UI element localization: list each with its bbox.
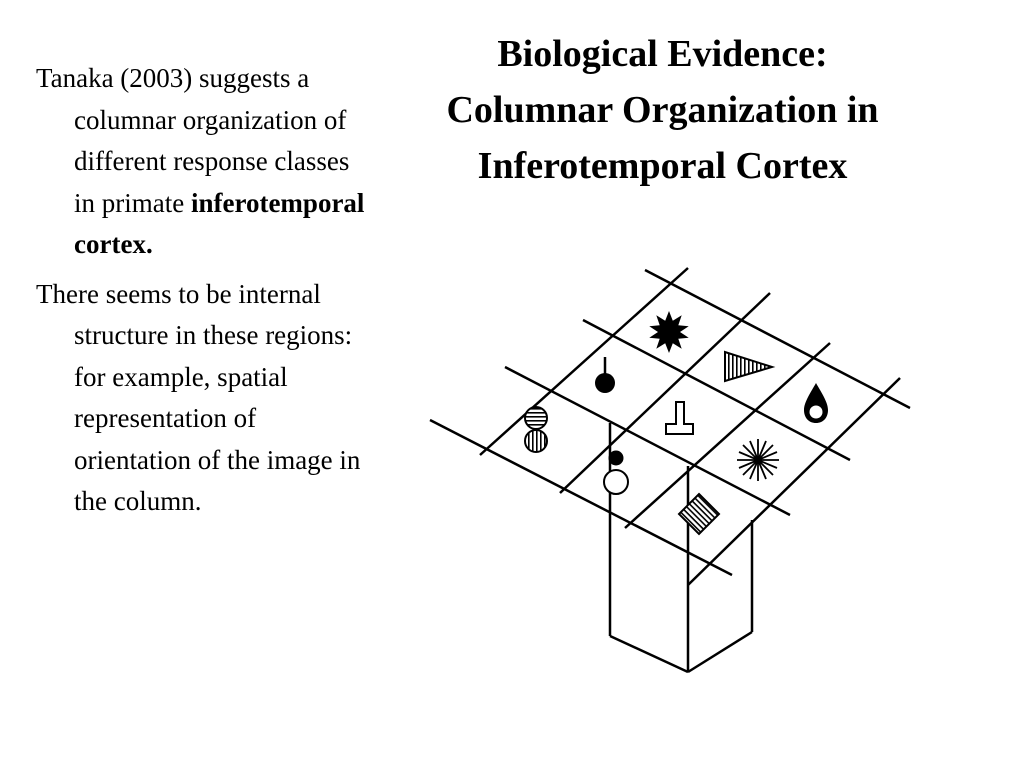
paragraph-1-bold: inferotemporal cortex. bbox=[74, 187, 365, 259]
lollipop-icon bbox=[595, 357, 615, 393]
slide-title bbox=[390, 26, 935, 194]
cortex-column-diagram bbox=[425, 255, 915, 675]
title-line-2: Columnar Organization in bbox=[446, 89, 879, 131]
star-burst-icon bbox=[649, 311, 688, 353]
paragraph-structure bbox=[36, 274, 366, 523]
dot-over-circle-icon bbox=[604, 451, 628, 495]
inverted-t-icon bbox=[666, 402, 693, 434]
title-line-3: Inferotemporal Cortex bbox=[477, 145, 848, 187]
body-text bbox=[36, 58, 366, 531]
teardrop-ring-icon bbox=[804, 383, 828, 423]
paragraph-tanaka bbox=[36, 58, 366, 266]
cortex-grid-svg bbox=[425, 255, 915, 675]
radial-star-icon bbox=[737, 439, 779, 481]
striped-triangle-icon bbox=[725, 352, 772, 381]
hatched-diamond-icon bbox=[679, 494, 719, 534]
title-line-1: Biological Evidence: bbox=[497, 33, 828, 75]
striped-circles-icon bbox=[525, 407, 547, 452]
paragraph-2-text: There seems to be internal structure in these regions: for example, spatial representation of orientation of the image in the column. bbox=[36, 278, 361, 516]
paragraph-1-text: Tanaka (2003) suggests a columnar organization of different response classes in primate bbox=[36, 63, 350, 218]
